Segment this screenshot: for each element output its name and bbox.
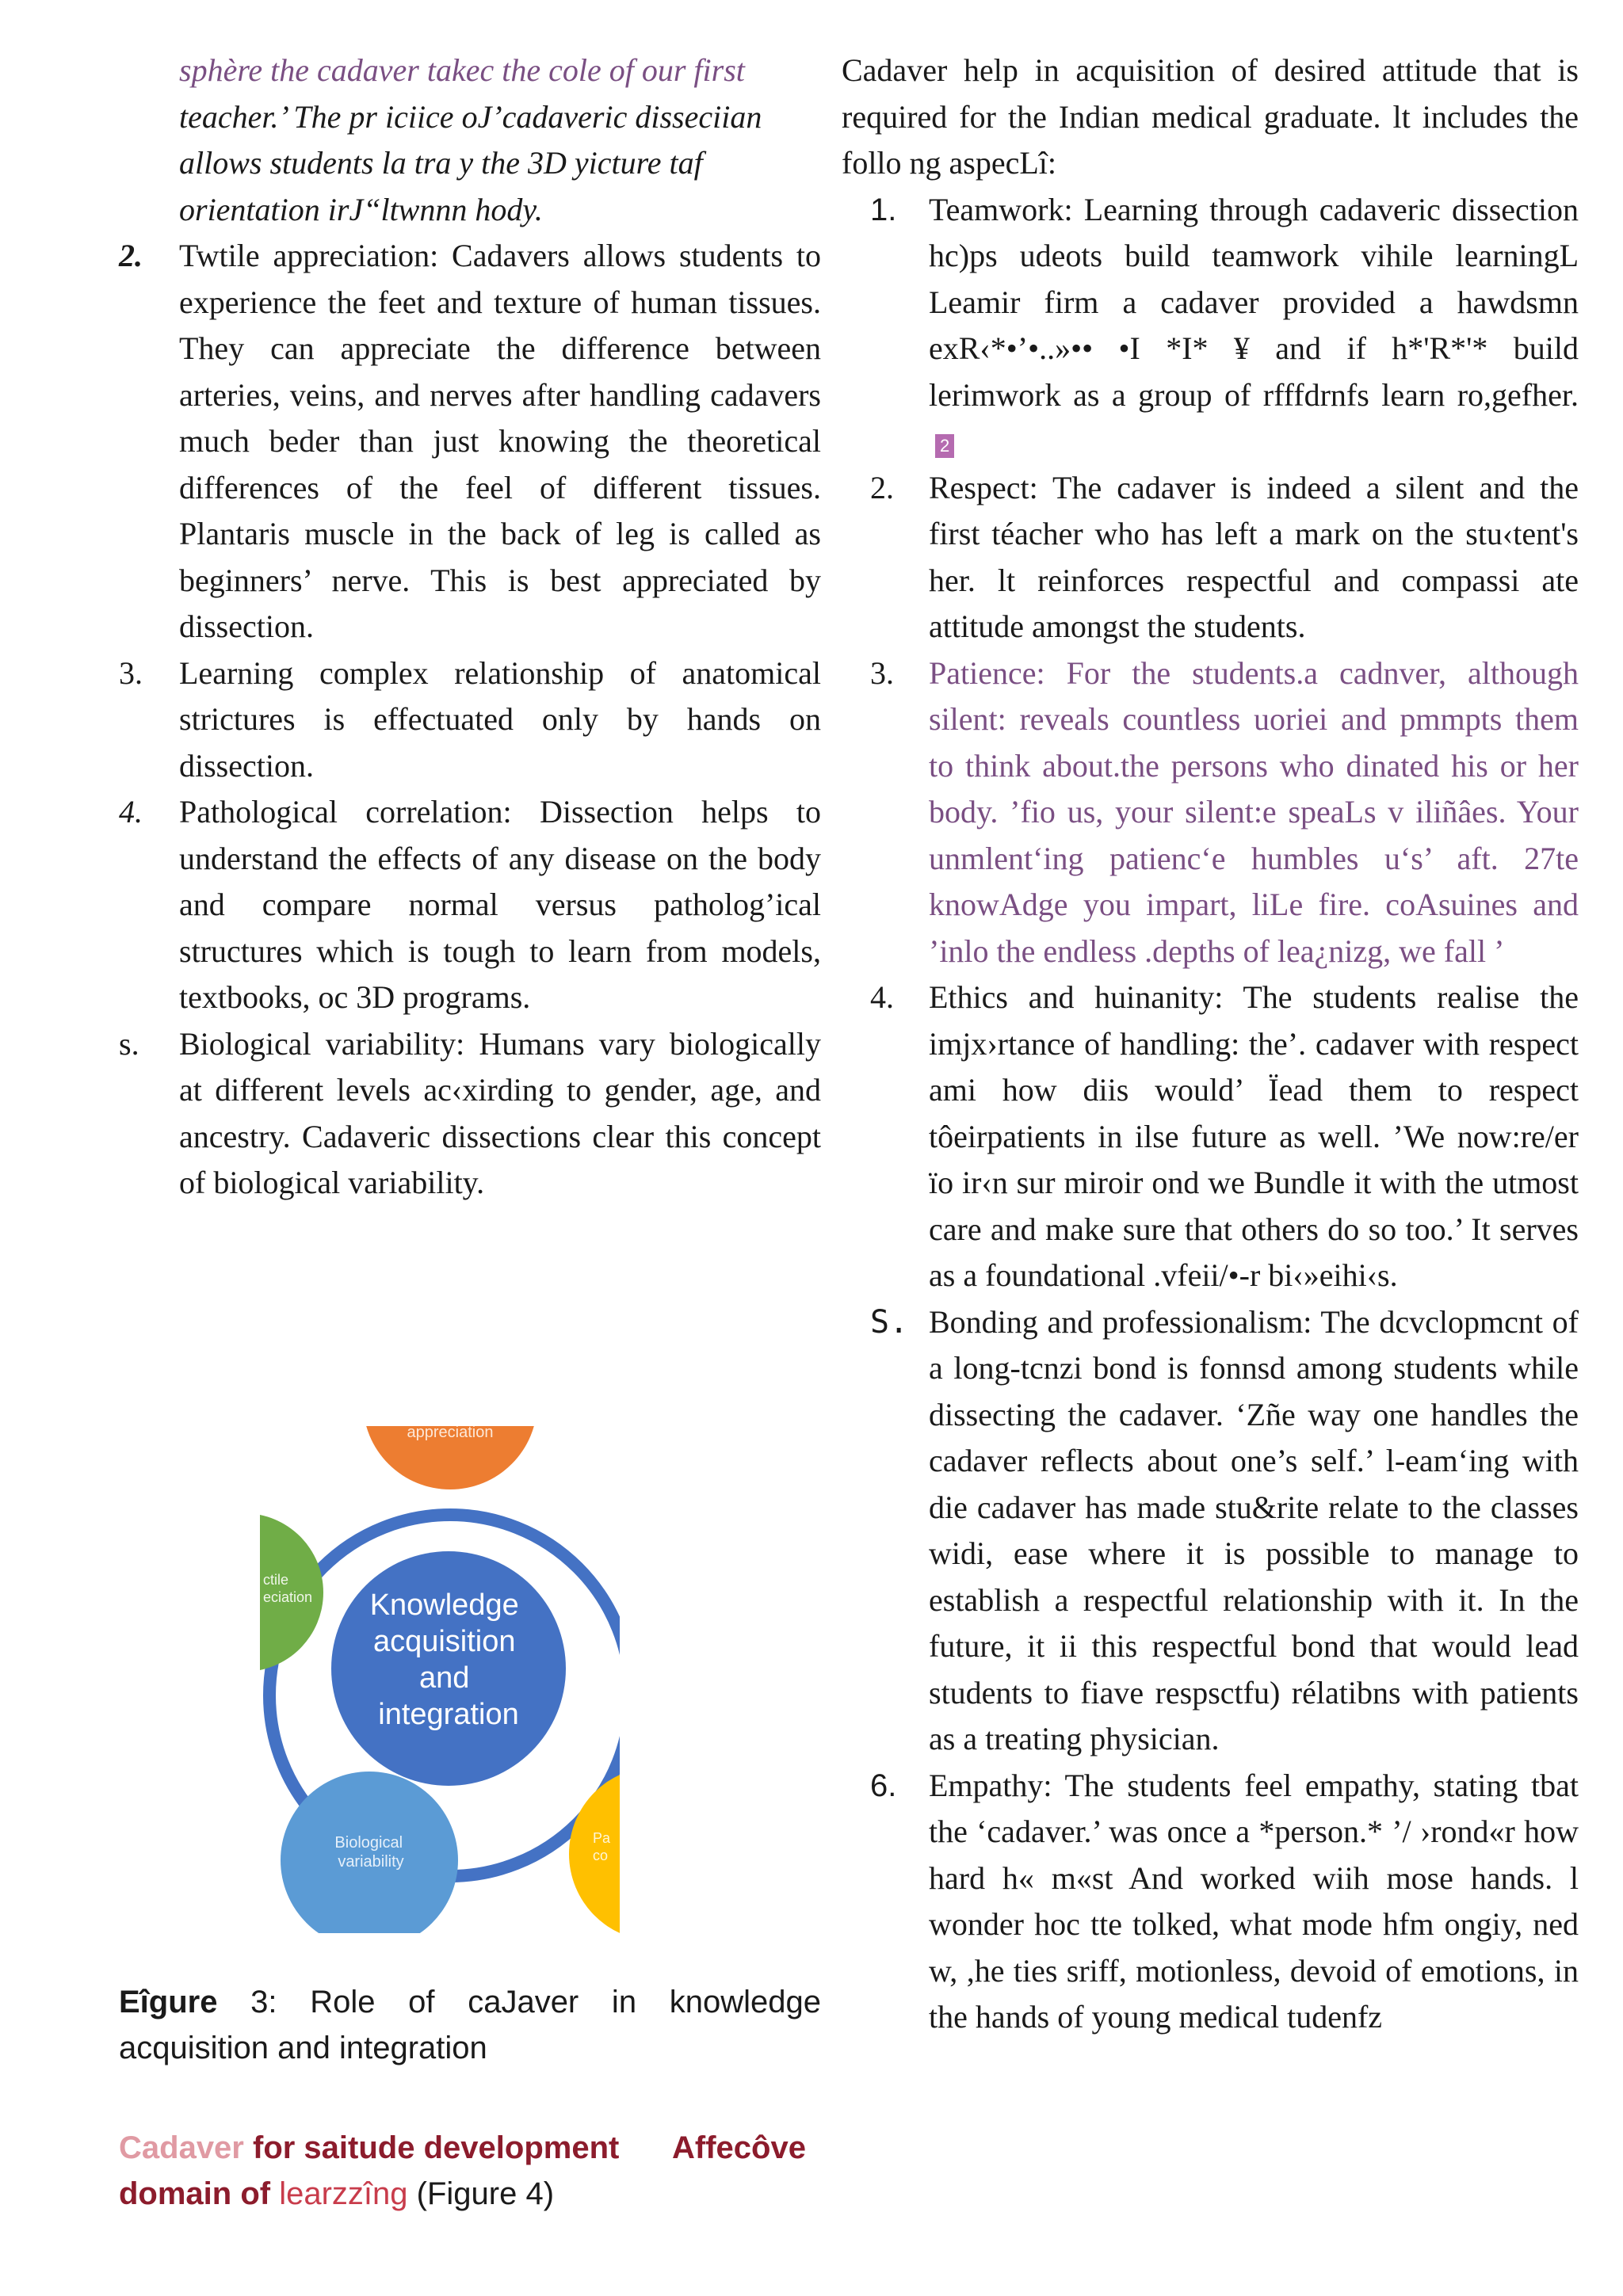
right-column	[842, 48, 1579, 2041]
intro-line-2: teacher.’ The pr iciice oJ’cadaveric disseciian	[179, 98, 762, 135]
caption-number: 3:	[250, 1985, 277, 2019]
caption-label: Eîgure	[119, 1985, 218, 2019]
node-bottom-label: Biological variability	[334, 1834, 404, 1871]
list-number: 2.	[119, 238, 143, 273]
section-heading	[119, 2125, 821, 2217]
list-number: s.	[119, 1025, 139, 1062]
list-number: 3.	[870, 654, 894, 691]
node-left	[260, 1513, 323, 1672]
node-center	[331, 1551, 566, 1786]
list-number: 1.	[870, 192, 897, 227]
list-number: 3.	[119, 654, 143, 691]
intro-line-3: allows students la tra y the 3D yicture taf	[179, 145, 703, 181]
list-text: Teamwork: Learning through cadaveric dissection hc)ps udeots build teamwork vihile learningL Leamir firm a cadaver provided a hawdsmn exR‹*•’•..»•• •I *I* ¥ and if h*'R*'* build lerimwork as a group of rfffdrnfs learn ro,gefher.	[929, 191, 1579, 413]
list-number: 6.	[870, 1768, 897, 1803]
intro-line-1: sphère the cadaver takec the cole of our first	[179, 52, 745, 88]
node-right-label: Pa co	[593, 1830, 611, 1863]
list-item	[842, 650, 1579, 975]
list-item	[119, 650, 821, 790]
intro-line-4: orientation irJ“ltwnnn hody.	[179, 191, 543, 227]
list-number: 4.	[119, 794, 143, 830]
left-column	[119, 48, 821, 1207]
node-center-label: Knowledge acquisition and integration	[369, 1589, 519, 1731]
list-text: Ethics and huinanity: The students realise the imjx›rtance of handling: the’. cadaver with respect ami how diis would’ Ïead them to respect tôeirpatients in ilse future as well. ’We now:re/er ïo ir‹n sur miroir ond we Bundle it with the utmost care and make sure that others do so too.’ It serves as a foundational .vfeii/•-r bi‹»eihi‹s.	[929, 979, 1579, 1293]
list-text: Biological variability: Humans vary biologically at different levels ac‹xirding to gender, age, and ancestry. Cadaveric dissections clear this concept of biological variability.	[179, 1025, 821, 1200]
node-top-label: appreciation	[407, 1426, 494, 1441]
list-text: Twtile appreciation: Cadavers allows students to experience the feet and texture of human tissues. They can appreciate the difference between arteries, veins, and nerves after handling cadavers much beder than just knowing the theoretical differences of the feel of different tissues. Plantaris muscle in the back of leg is called as beginners’ nerve. This is best appreciated by dissection.	[179, 238, 821, 644]
page-badge: 2	[935, 434, 954, 458]
right-list	[842, 187, 1579, 2041]
node-top	[363, 1426, 537, 1489]
heading-part-1: Cadaver	[119, 2130, 244, 2165]
list-number: 2.	[870, 469, 894, 505]
caption-text: Role of caJaver in knowledge acquisition and integration	[119, 1985, 821, 2065]
list-item	[119, 789, 821, 1021]
list-item	[842, 187, 1579, 465]
heading-part-6: learzzîng	[279, 2176, 408, 2211]
left-list	[119, 233, 821, 1207]
heading-part-3: development	[423, 2130, 620, 2165]
heading-part-4: Affecôve	[672, 2130, 806, 2165]
list-text: Respect: The cadaver is indeed a silent and the first téacher who has left a mark on the stu‹tent's her. lt reinforces respectful and compassi ate attitude amongst the students.	[929, 469, 1579, 644]
list-item	[119, 233, 821, 650]
list-text: Learning complex relationship of anatomical strictures is effectuated only by hands on dissection.	[179, 654, 821, 784]
list-item	[842, 1299, 1579, 1763]
heading-part-7: (Figure 4)	[416, 2176, 555, 2211]
heading-part-5: domain of	[119, 2176, 271, 2211]
list-text: Empathy: The students feel empathy, stating tbat the ‘cadaver.’ was once a *person.* ’/ ›rond«r how hard h« m«st And worked wiih mose hands. l wonder hoc tte tolked, what mode hfm ongiy, ned w, ,he ties sriff, motionless, devoid of emotions, in the hands of young medical tudenfz	[929, 1767, 1579, 2035]
list-item	[842, 974, 1579, 1299]
knowledge-cycle-diagram	[260, 1426, 620, 1933]
figure-3-diagram	[260, 1426, 620, 1933]
heading-part-2: for saitude	[253, 2130, 415, 2165]
list-text: Pathological correlation: Dissection helps to understand the effects of any disease on the body and compare normal versus patholog’ical structures which is tough to learn from models, textbooks, oc 3D programs.	[179, 794, 821, 1015]
list-item	[119, 1021, 821, 1207]
figure-caption	[119, 1979, 821, 2071]
list-number: S.	[870, 1303, 909, 1341]
right-intro: Cadaver help in acquisition of desired attitude that is required for the Indian medical graduate. lt includes the follo ng aspecLî:	[842, 52, 1579, 181]
list-item	[842, 1763, 1579, 2041]
node-right	[569, 1767, 620, 1933]
list-number: 4.	[870, 979, 894, 1015]
list-text: Patience: For the students.a cadnver, although silent: reveals countless uoriei and pmmpts them to think about.the persons who dinated his or her body. ’fio us, your silent:e speaLs v iliñâes. Your unmlent‘ing patienc‘e humbles u‘s’ aft. 27te knowAdge you impart, liLe fire. coAsuines and ’inlo the endless .depths of lea¿nizg, we fall ’	[929, 654, 1579, 969]
list-text: Bonding and professionalism: The dcvclopmcnt of a long-tcnzi bond is fonnsd among students while dissecting the cadaver. ‘Zñe way one handles the cadaver reflects about one’s self.’ l-eam‘ing with die cadaver has made stu&rite relate to the classes widi, ease where it is possible to manage to establish a respectful relationship with it. In the future, it ii this respectful bond that would lead students to fiave respsctfu) rélatibns with patients as a treating physician.	[929, 1303, 1579, 1756]
list-item	[842, 465, 1579, 650]
node-left-label: ctile eciation	[263, 1572, 313, 1605]
